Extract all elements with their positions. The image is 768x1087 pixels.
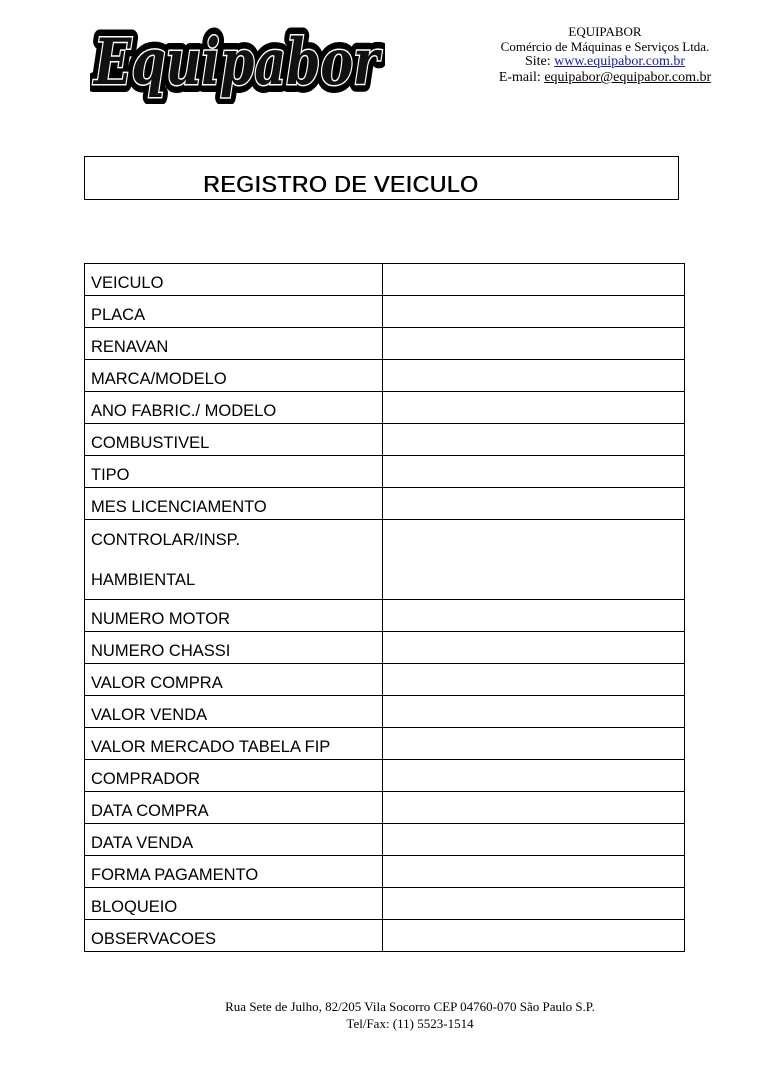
field-value-cell[interactable] [382, 328, 684, 360]
field-value-cell[interactable] [382, 664, 684, 696]
field-label-text: VEICULO [91, 274, 164, 292]
table-row [85, 856, 685, 888]
site-line [440, 54, 768, 70]
registration-table [84, 263, 685, 952]
table-row [85, 696, 685, 728]
email-label: E-mail: [498, 70, 541, 85]
site-link[interactable]: www.equipabor.com.br [554, 54, 686, 69]
field-value-cell[interactable] [382, 696, 684, 728]
field-label [85, 632, 383, 664]
field-label [85, 760, 383, 792]
field-label-text: RENAVAN [91, 338, 169, 356]
field-label [85, 296, 383, 328]
field-value-cell[interactable] [382, 856, 684, 888]
field-label [85, 792, 383, 824]
field-label [85, 456, 383, 488]
field-label-text: MES LICENCIAMENTO [91, 498, 267, 516]
field-label [85, 728, 383, 760]
field-label [85, 520, 383, 600]
field-value-cell[interactable] [382, 824, 684, 856]
table-row [85, 392, 685, 424]
table-row [85, 264, 685, 296]
field-value-cell[interactable] [382, 632, 684, 664]
table-row [85, 760, 685, 792]
field-value-cell[interactable] [382, 888, 684, 920]
table-row [85, 488, 685, 520]
field-label-text: COMPRADOR [91, 770, 201, 788]
field-label-text: DATA COMPRA [91, 802, 209, 820]
field-value-cell[interactable] [382, 392, 684, 424]
field-label [85, 392, 383, 424]
site-label: Site: [524, 54, 551, 69]
field-label-text: NUMERO MOTOR [91, 610, 231, 628]
field-label [85, 360, 383, 392]
field-value-cell[interactable] [382, 264, 684, 296]
email-link[interactable]: equipabor@equipabor.com.br [544, 70, 712, 85]
field-label-text: TIPO [91, 466, 130, 484]
field-label [85, 424, 383, 456]
table-row [85, 424, 685, 456]
field-label [85, 664, 383, 696]
svg-text:Equipabor: Equipabor [92, 25, 383, 100]
field-label-text: OBSERVACOES [91, 930, 217, 948]
field-label-text: ANO FABRIC./ MODELO [91, 402, 277, 420]
table-row [85, 728, 685, 760]
field-label-text: DATA VENDA [91, 834, 194, 852]
table-row [85, 920, 685, 952]
email-line [440, 70, 768, 86]
svg-text:Equipabor: Equipabor [92, 25, 383, 100]
field-label-text: NUMERO CHASSI [91, 642, 231, 660]
table-row [85, 664, 685, 696]
table-row [85, 456, 685, 488]
field-value-cell[interactable] [382, 760, 684, 792]
field-label [85, 264, 383, 296]
table-row [85, 888, 685, 920]
field-label [85, 824, 383, 856]
field-value-cell[interactable] [382, 424, 684, 456]
field-value-cell[interactable] [382, 360, 684, 392]
field-label [85, 856, 383, 888]
table-row [85, 600, 685, 632]
field-label [85, 920, 383, 952]
field-label-text: VALOR COMPRA [91, 674, 223, 692]
footer [150, 998, 670, 1032]
field-label-text: COMBUSTIVEL [91, 434, 210, 452]
field-value-cell[interactable] [382, 728, 684, 760]
field-label [85, 600, 383, 632]
footer-phone: Tel/Fax: (11) 5523-1514 [346, 1016, 474, 1031]
field-label-text: VALOR MERCADO TABELA FIP [91, 738, 331, 756]
footer-address: Rua Sete de Julho, 82/205 Vila Socorro CEP 04760-070 São Paulo S.P. [225, 999, 595, 1014]
field-label-text: FORMA PAGAMENTO [91, 866, 259, 884]
company-info [440, 24, 768, 86]
table-row [85, 792, 685, 824]
field-label-text: CONTROLAR/INSP. [91, 531, 241, 549]
field-label-text: PLACA [91, 306, 146, 324]
field-label [85, 696, 383, 728]
table-row [85, 360, 685, 392]
table-row [85, 824, 685, 856]
field-value-cell[interactable] [382, 488, 684, 520]
field-label-text: MARCA/MODELO [91, 370, 227, 388]
table-row [85, 328, 685, 360]
company-name: EQUIPABOR [568, 24, 642, 39]
field-label [85, 328, 383, 360]
equipabor-logo [90, 18, 385, 104]
company-tagline: Comércio de Máquinas e Serviços Ltda. [500, 39, 710, 54]
field-value-cell[interactable] [382, 456, 684, 488]
field-value-cell[interactable] [382, 296, 684, 328]
field-value-cell[interactable] [382, 520, 684, 600]
field-label [85, 888, 383, 920]
table-row [85, 296, 685, 328]
field-label-text: HAMBIENTAL [91, 571, 196, 589]
field-label-text: BLOQUEIO [91, 898, 178, 916]
field-value-cell[interactable] [382, 792, 684, 824]
table-row [85, 520, 685, 600]
field-value-cell[interactable] [382, 920, 684, 952]
page-title: REGISTRO DE VEICULO [203, 171, 479, 197]
field-value-cell[interactable] [382, 600, 684, 632]
table-row [85, 632, 685, 664]
field-label-text: VALOR VENDA [91, 706, 208, 724]
svg-text:Equipabor: Equipabor [92, 25, 383, 100]
title-box [84, 156, 679, 200]
field-label [85, 488, 383, 520]
